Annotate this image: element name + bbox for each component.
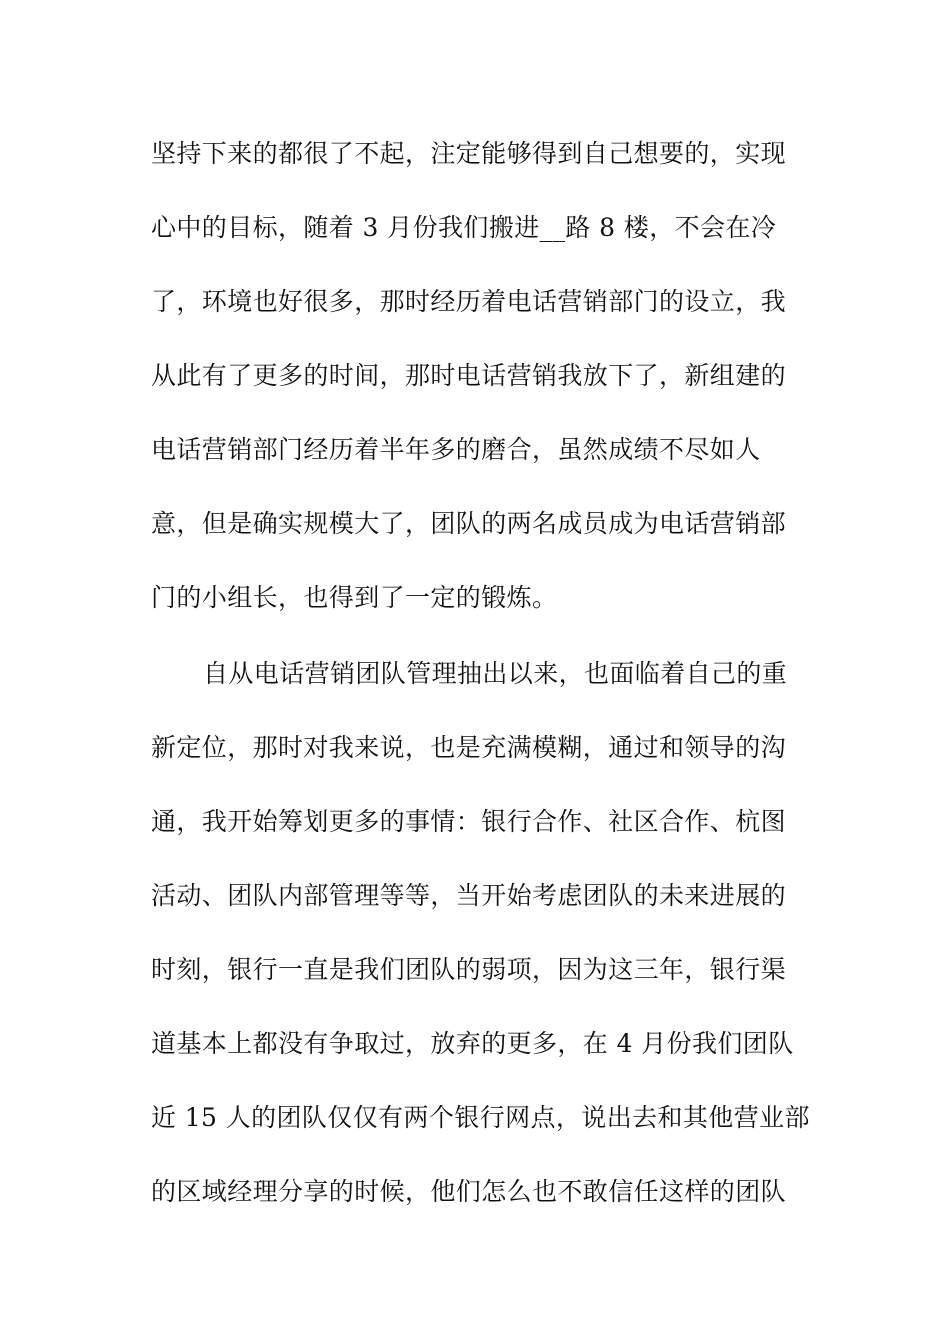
- text-line: 坚持下来的都很了不起，注定能够得到自己想要的，实现: [151, 139, 787, 168]
- text-line: 从此有了更多的时间，那时电话营销我放下了，新组建的: [151, 361, 787, 390]
- paragraph-first-line: 自从电话营销团队管理抽出以来，也面临着自己的重: [203, 659, 788, 688]
- text-line: 心中的目标，随着 3 月份我们搬进__路 8 楼，不会在冷: [151, 213, 777, 242]
- text-line: 时刻，银行一直是我们团队的弱项，因为这三年，银行渠: [151, 955, 787, 984]
- text-line: 近 15 人的团队仅仅有两个银行网点，说出去和其他营业部: [151, 1103, 810, 1132]
- text-line: 意，但是确实规模大了，团队的两名成员成为电话营销部: [151, 509, 787, 538]
- text-line: 电话营销部门经历着半年多的磨合，虽然成绩不尽如人: [151, 435, 761, 464]
- text-line: 通，我开始筹划更多的事情：银行合作、社区合作、杭图: [151, 807, 787, 836]
- text-line: 门的小组长，也得到了一定的锻炼。: [151, 583, 558, 612]
- text-line: 道基本上都没有争取过，放弃的更多，在 4 月份我们团队: [151, 1029, 794, 1058]
- text-line: 的区域经理分享的时候，他们怎么也不敢信任这样的团队: [151, 1177, 787, 1206]
- text-line: 了，环境也好很多，那时经历着电话营销部门的设立，我: [151, 287, 787, 316]
- text-line: 活动、团队内部管理等等，当开始考虑团队的未来进展的: [151, 881, 787, 910]
- text-line: 新定位，那时对我来说，也是充满模糊，通过和领导的沟: [151, 733, 787, 762]
